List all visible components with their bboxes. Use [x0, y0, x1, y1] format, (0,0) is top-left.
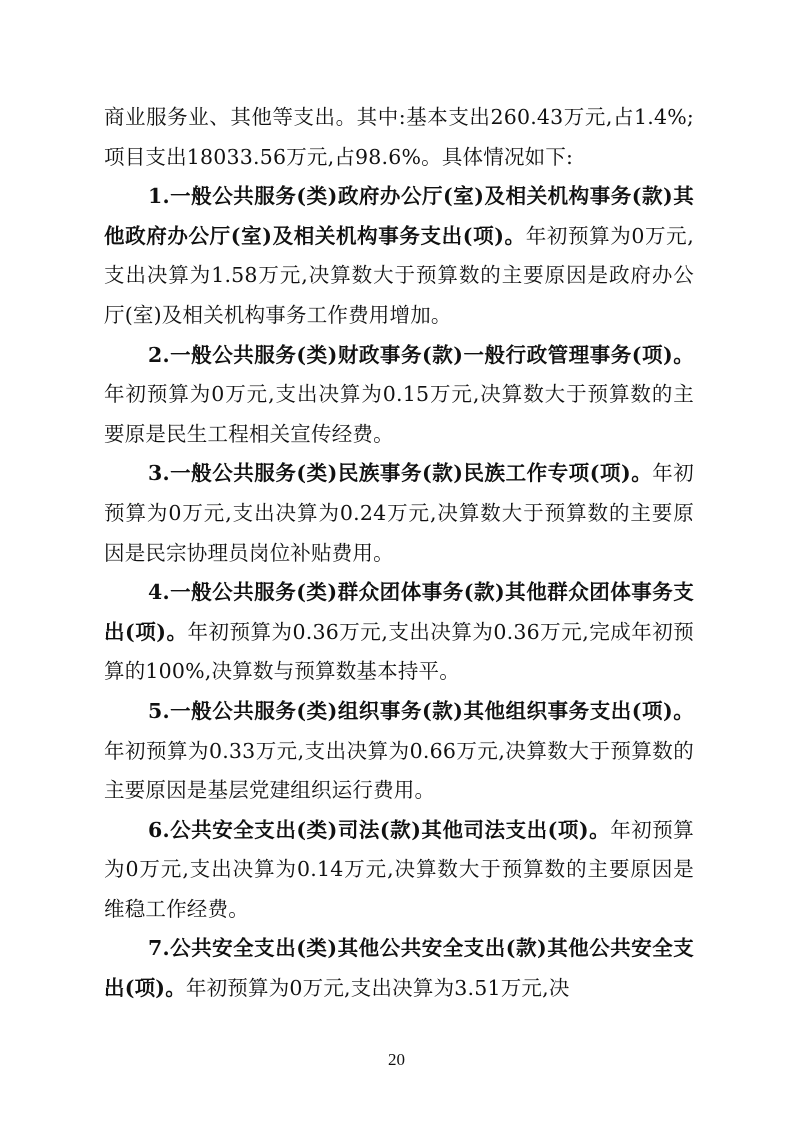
intro-paragraph: 商业服务业、其他等支出。其中:基本支出260.43万元,占1.4%;项目支出18033.56万元,占98.6%。具体情况如下:	[104, 105, 694, 169]
item-3-paragraph	[104, 454, 694, 573]
item-3-heading: 3.一般公共服务(类)民族事务(款)民族工作专项(项)。	[148, 461, 653, 486]
item-2-body: 年初预算为0万元,支出决算为0.15万元,决算数大于预算数的主要原是民生工程相关宣传经费。	[104, 382, 694, 446]
item-5-body: 年初预算为0.33万元,支出决算为0.66万元,决算数大于预算数的主要原因是基层党建组织运行费用。	[104, 738, 694, 803]
page-content	[104, 98, 694, 1009]
item-5-heading: 5.一般公共服务(类)组织事务(款)其他组织事务支出(项)。	[148, 698, 694, 723]
item-4-body: 年初预算为0.36万元,支出决算为0.36万元,完成年初预算的100%,决算数与预算数基本持平。	[104, 619, 694, 684]
item-1-paragraph	[104, 177, 694, 335]
item-3-body: 年初预算为0万元,支出决算为0.24万元,决算数大于预算数的主要原因是民宗协理员岗位补贴费用。	[104, 461, 695, 565]
item-5-paragraph	[104, 692, 694, 811]
item-4-paragraph	[104, 573, 694, 692]
item-7-body: 年初预算为0万元,支出决算为3.51万元,决	[185, 976, 570, 1001]
item-1-heading: 1.一般公共服务(类)政府办公厅(室)及相关机构事务(款)其他政府办公厅(室)及相关机构事务支出(项)。	[104, 184, 694, 248]
item-1-body: 年初预算为0万元,支出决算为1.58万元,决算数大于预算数的主要原因是政府办公厅(室)及相关机构事务工作费用增加。	[104, 223, 694, 327]
item-7-heading: 7.公共安全支出(类)其他公共安全支出(款)其他公共安全支出(项)。	[104, 936, 694, 1001]
item-6-paragraph	[104, 811, 694, 930]
item-6-heading: 6.公共安全支出(类)司法(款)其他司法支出(项)。	[148, 817, 611, 842]
item-7-paragraph	[104, 929, 694, 1008]
page-number: 20	[388, 1050, 405, 1069]
item-2-paragraph	[104, 336, 694, 455]
item-6-body: 年初预算为0万元,支出决算为0.14万元,决算数大于预算数的主要原因是维稳工作经费。	[104, 817, 694, 921]
item-4-heading: 4.一般公共服务(类)群众团体事务(款)其他群众团体事务支出(项)。	[104, 580, 694, 644]
item-2-heading: 2.一般公共服务(类)财政事务(款)一般行政管理事务(项)。	[148, 342, 694, 367]
